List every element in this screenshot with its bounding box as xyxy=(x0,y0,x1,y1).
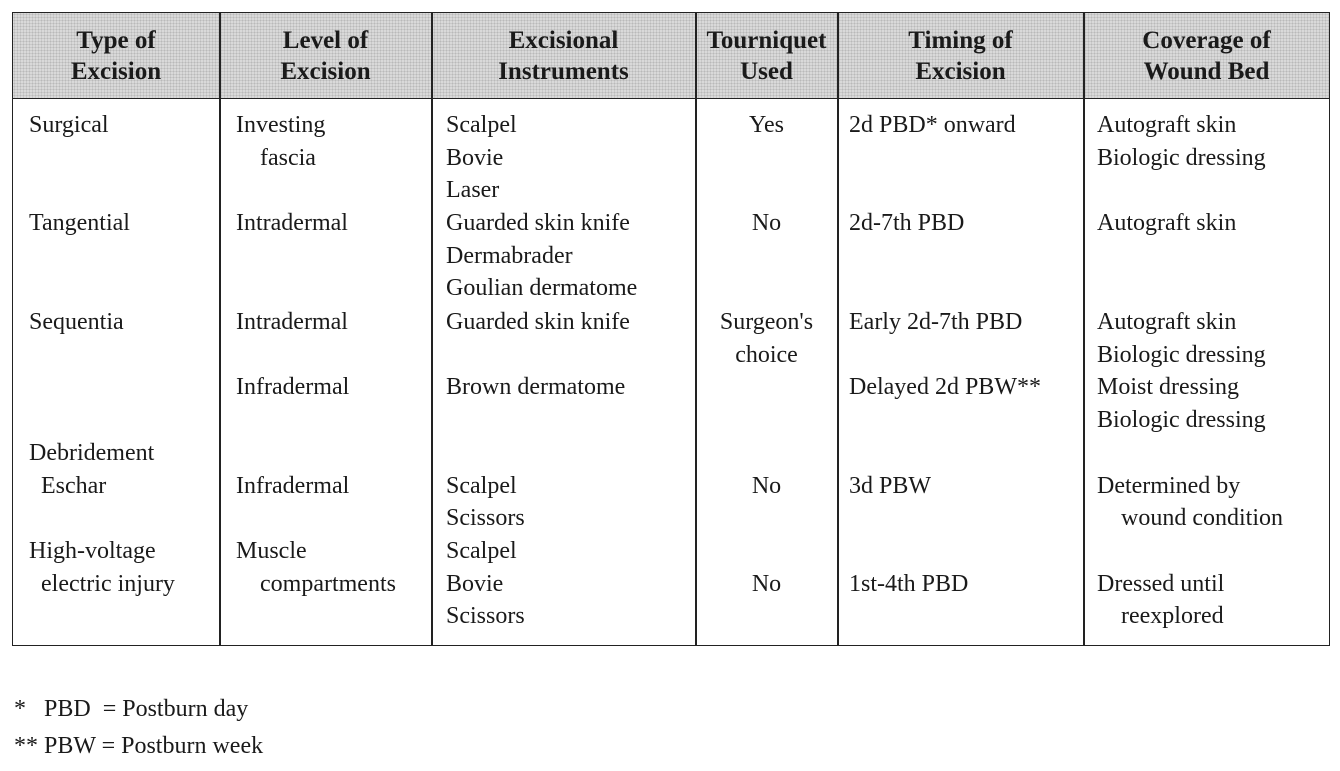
cell-instruments: Scalpel Bovie Laser xyxy=(446,112,517,203)
cell-tourniquet: No xyxy=(751,472,782,499)
header-type-of-excision: Type of Excision xyxy=(70,27,162,85)
cell-coverage: Autograft skin Biologic dressing xyxy=(1097,309,1266,368)
footnote-pbw: ** PBW = Postburn week xyxy=(14,733,264,759)
cell-instruments: Scalpel Scissors xyxy=(446,472,525,531)
cell-tourniquet: Yes xyxy=(749,112,784,138)
cell-level: Infradermal xyxy=(236,374,350,400)
footnote-pbd: * PBD = Postburn day xyxy=(14,696,249,722)
column-divider xyxy=(837,13,839,645)
cell-instruments: Guarded skin knife Dermabrader Goulian dermatome xyxy=(446,210,638,301)
cell-type: High-voltage electric injury xyxy=(29,538,175,597)
column-divider xyxy=(431,13,433,645)
header-coverage-of-wound-bed: Coverage of Wound Bed xyxy=(1142,27,1271,85)
cell-coverage: Moist dressing Biologic dressing xyxy=(1097,374,1266,433)
cell-coverage: Autograft skin xyxy=(1097,210,1237,236)
column-divider xyxy=(1083,13,1085,645)
cell-instruments: Brown dermatome xyxy=(446,374,626,400)
cell-level: Intradermal xyxy=(236,309,348,335)
cell-type: Sequentia xyxy=(29,309,124,335)
header-tourniquet-used: Tourniquet Used xyxy=(706,27,827,85)
excision-table xyxy=(12,12,1330,646)
cell-timing: Early 2d-7th PBD xyxy=(849,309,1023,335)
cell-level: Intradermal xyxy=(236,210,348,236)
cell-timing: 2d PBD* onward xyxy=(849,112,1016,138)
cell-type: Debridement Eschar xyxy=(29,440,155,499)
cell-coverage: Dressed until reexplored xyxy=(1097,570,1225,629)
cell-instruments: Guarded skin knife xyxy=(446,309,630,335)
header-excisional-instruments: Excisional Instruments xyxy=(498,27,629,85)
header-timing-of-excision: Timing of Excision xyxy=(908,27,1013,85)
cell-tourniquet: Surgeon's choice xyxy=(719,309,814,368)
cell-tourniquet: No xyxy=(751,210,782,236)
cell-level: Investing fascia xyxy=(236,112,326,171)
cell-timing: Delayed 2d PBW** xyxy=(849,374,1041,400)
cell-level: Infradermal xyxy=(236,472,350,499)
cell-level: Muscle compartments xyxy=(236,538,396,597)
cell-timing: 1st-4th PBD xyxy=(849,570,969,597)
column-divider xyxy=(219,13,221,645)
cell-coverage: Determined by wound condition xyxy=(1097,472,1283,531)
cell-timing: 2d-7th PBD xyxy=(849,210,965,236)
header-level-of-excision: Level of Excision xyxy=(280,27,371,85)
cell-type: Tangential xyxy=(29,210,130,236)
cell-tourniquet: No xyxy=(751,570,782,597)
cell-instruments: Scalpel Bovie Scissors xyxy=(446,538,525,629)
cell-type: Surgical xyxy=(29,112,109,138)
cell-coverage: Autograft skin Biologic dressing xyxy=(1097,112,1266,171)
cell-timing: 3d PBW xyxy=(849,472,932,499)
